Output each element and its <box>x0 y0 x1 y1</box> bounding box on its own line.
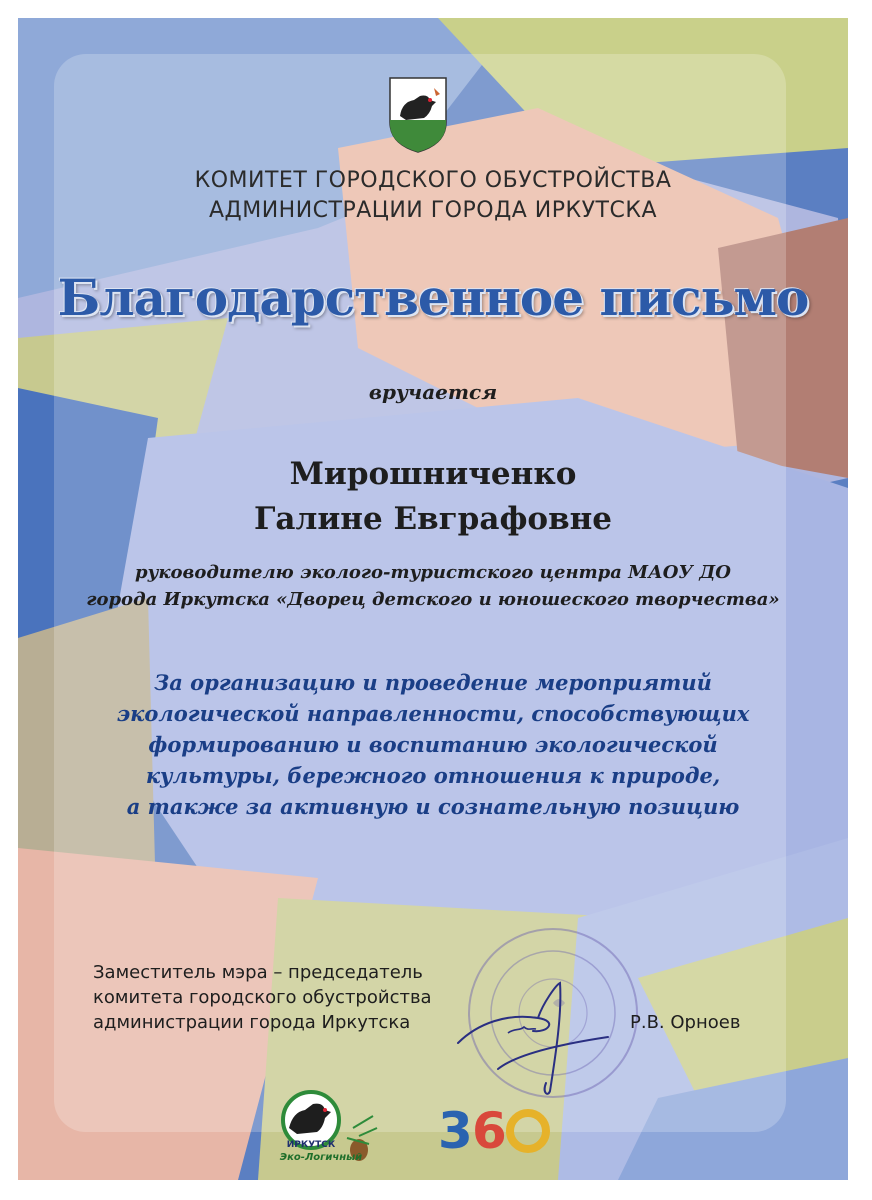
anniversary-360-logo-icon <box>436 1098 556 1158</box>
signatory-name: Р.В. Орноев <box>630 1012 741 1033</box>
organization-line-2: АДМИНИСТРАЦИИ ГОРОДА ИРКУТСКА <box>208 198 658 223</box>
eco-logo-slogan: Эко-Логичный <box>279 1152 363 1163</box>
recipient-name: Галине Евграфовне <box>253 501 613 537</box>
handwritten-signature-icon <box>438 973 618 1103</box>
coat-of-arms-icon <box>386 74 450 154</box>
reason-line: экологической направленности, способствующих <box>116 701 750 726</box>
signatory-title-line-1: Заместитель мэра – председатель <box>93 962 423 983</box>
position-line-2: города Иркутска «Дворец детского и юношеского творчества» <box>86 589 780 610</box>
recipient-surname: Мирошниченко <box>289 456 577 492</box>
signatory-title-line-3: администрации города Иркутска <box>93 1012 411 1033</box>
signatory-title-line-2: комитета городского обустройства <box>93 987 432 1008</box>
irkutsk-eco-logo-icon <box>273 1088 383 1178</box>
certificate <box>18 18 848 1180</box>
reason-line: формированию и воспитанию экологической <box>148 732 718 757</box>
reason-line: культуры, бережного отношения к природе, <box>145 763 721 788</box>
reason-line: За организацию и проведение мероприятий <box>154 670 712 695</box>
eco-logo-city: ИРКУТСК <box>286 1140 336 1150</box>
svg-text:3: 3 <box>438 1102 473 1158</box>
presented-label: вручается <box>368 380 498 404</box>
reason-line: а также за активную и сознательную позицию <box>126 794 740 819</box>
position-line-1: руководителю эколого-туристского центра МАОУ ДО <box>135 562 731 583</box>
certificate-title: Благодарственное письмо <box>57 268 809 327</box>
svg-text:6: 6 <box>472 1102 507 1158</box>
organization-line-1: КОМИТЕТ ГОРОДСКОГО ОБУСТРОЙСТВА <box>194 168 672 193</box>
